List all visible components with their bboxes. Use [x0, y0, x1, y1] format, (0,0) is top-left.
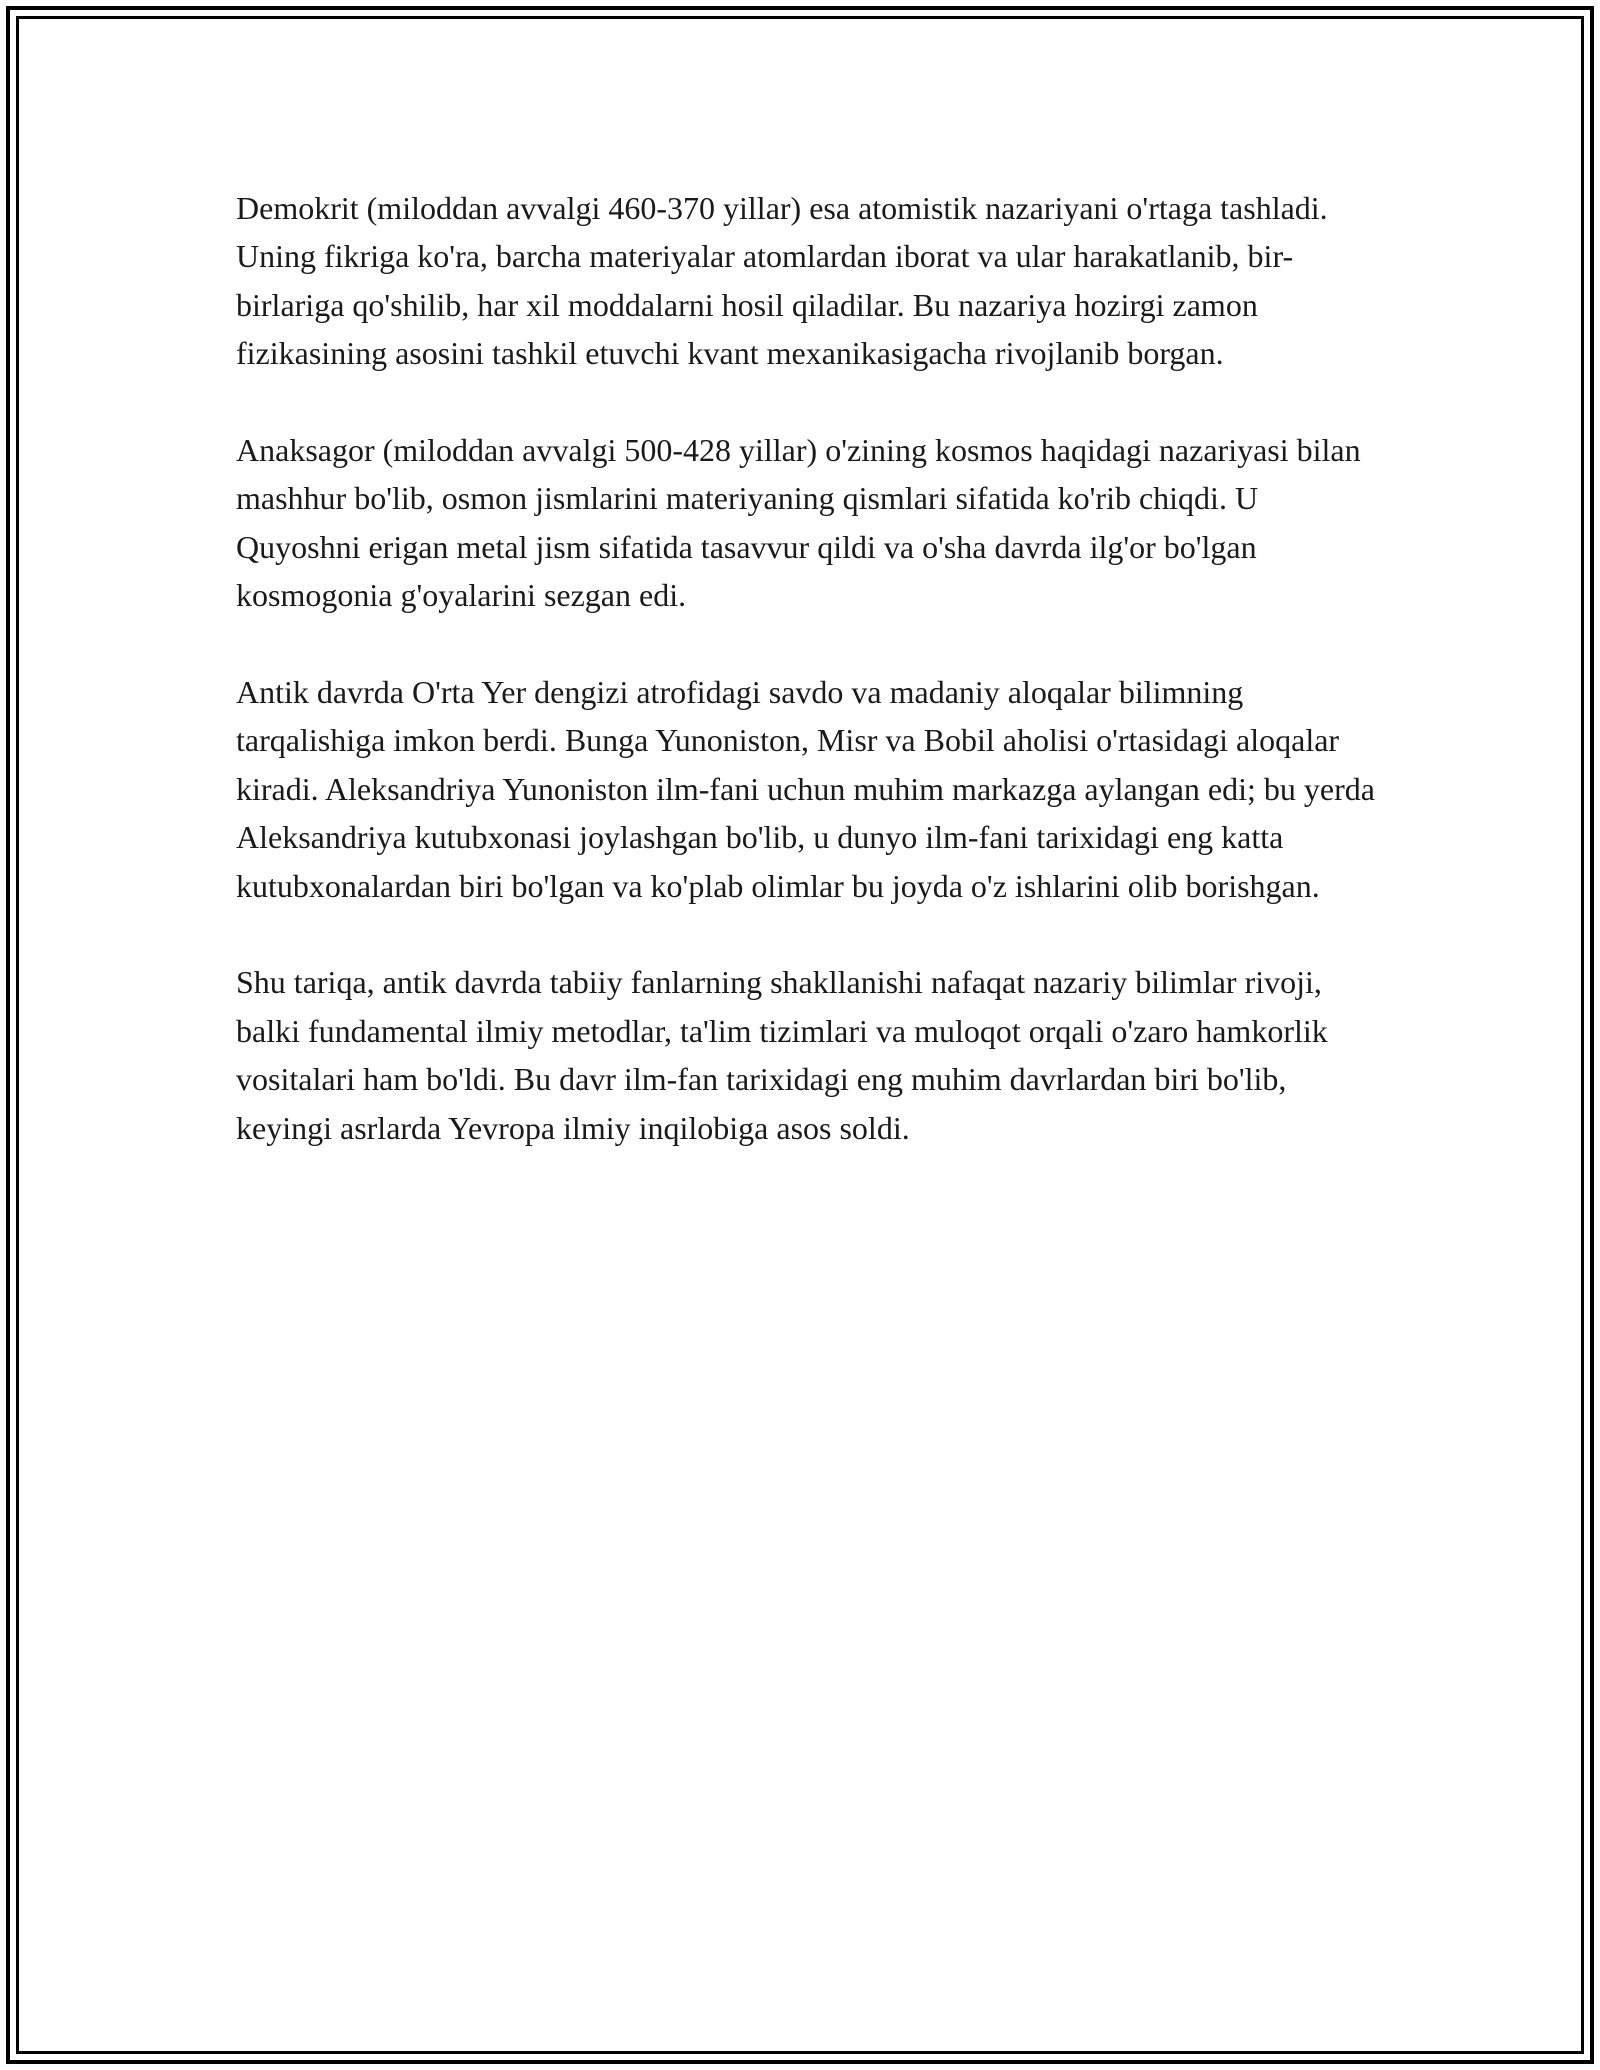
document-body: [236, 184, 1376, 1200]
paragraph-antik-davr: Antik davrda O'rta Yer dengizi atrofidagi savdo va madaniy aloqalar bilimning tarqalishiga imkon berdi. Bunga Yunoniston, Misr va Bobil aholisi o'rtasidagi aloqalar kiradi. Aleksandriya Yunoniston ilm-fani uchun muhim markazga aylangan edi; bu yerda Aleksandriya kutubxonasi joylashgan bo'lib, u dunyo ilm-fani tarixidagi eng katta kutubxonalardan biri bo'lgan va ko'plab olimlar bu joyda o'z ishlarini olib borishgan.: [236, 674, 1375, 904]
paragraph-conclusion: Shu tariqa, antik davrda tabiiy fanlarning shakllanishi nafaqat nazariy bilimlar rivoji, balki fundamental ilmiy metodlar, ta'lim tizimlari va muloqot orqali o'zaro hamkorlik vositalari ham bo'ldi. Bu davr ilm-fan tarixidagi eng muhim davrlardan biri bo'lib, keyingi asrlarda Yevropa ilmiy inqilobiga asos soldi.: [236, 964, 1328, 1146]
paragraph-anaksagor: Anaksagor (miloddan avvalgi 500-428 yillar) o'zining kosmos haqidagi nazariyasi bilan mashhur bo'lib, osmon jismlarini materiyaning qismlari sifatida ko'rib chiqdi. U Quyoshni erigan metal jism sifatida tasavvur qildi va o'sha davrda ilg'or bo'lgan kosmogonia g'oyalarini sezgan edi.: [236, 432, 1361, 614]
paragraph-demokrit: Demokrit (miloddan avvalgi 460-370 yillar) esa atomistik nazariyani o'rtaga tashladi. Uning fikriga ko'ra, barcha materiyalar atomlardan iborat va ular harakatlanib, bir-birlariga qo'shilib, har xil moddalarni hosil qiladilar. Bu nazariya hozirgi zamon fizikasining asosini tashkil etuvchi kvant mexanikasigacha rivojlanib borgan.: [236, 190, 1328, 372]
